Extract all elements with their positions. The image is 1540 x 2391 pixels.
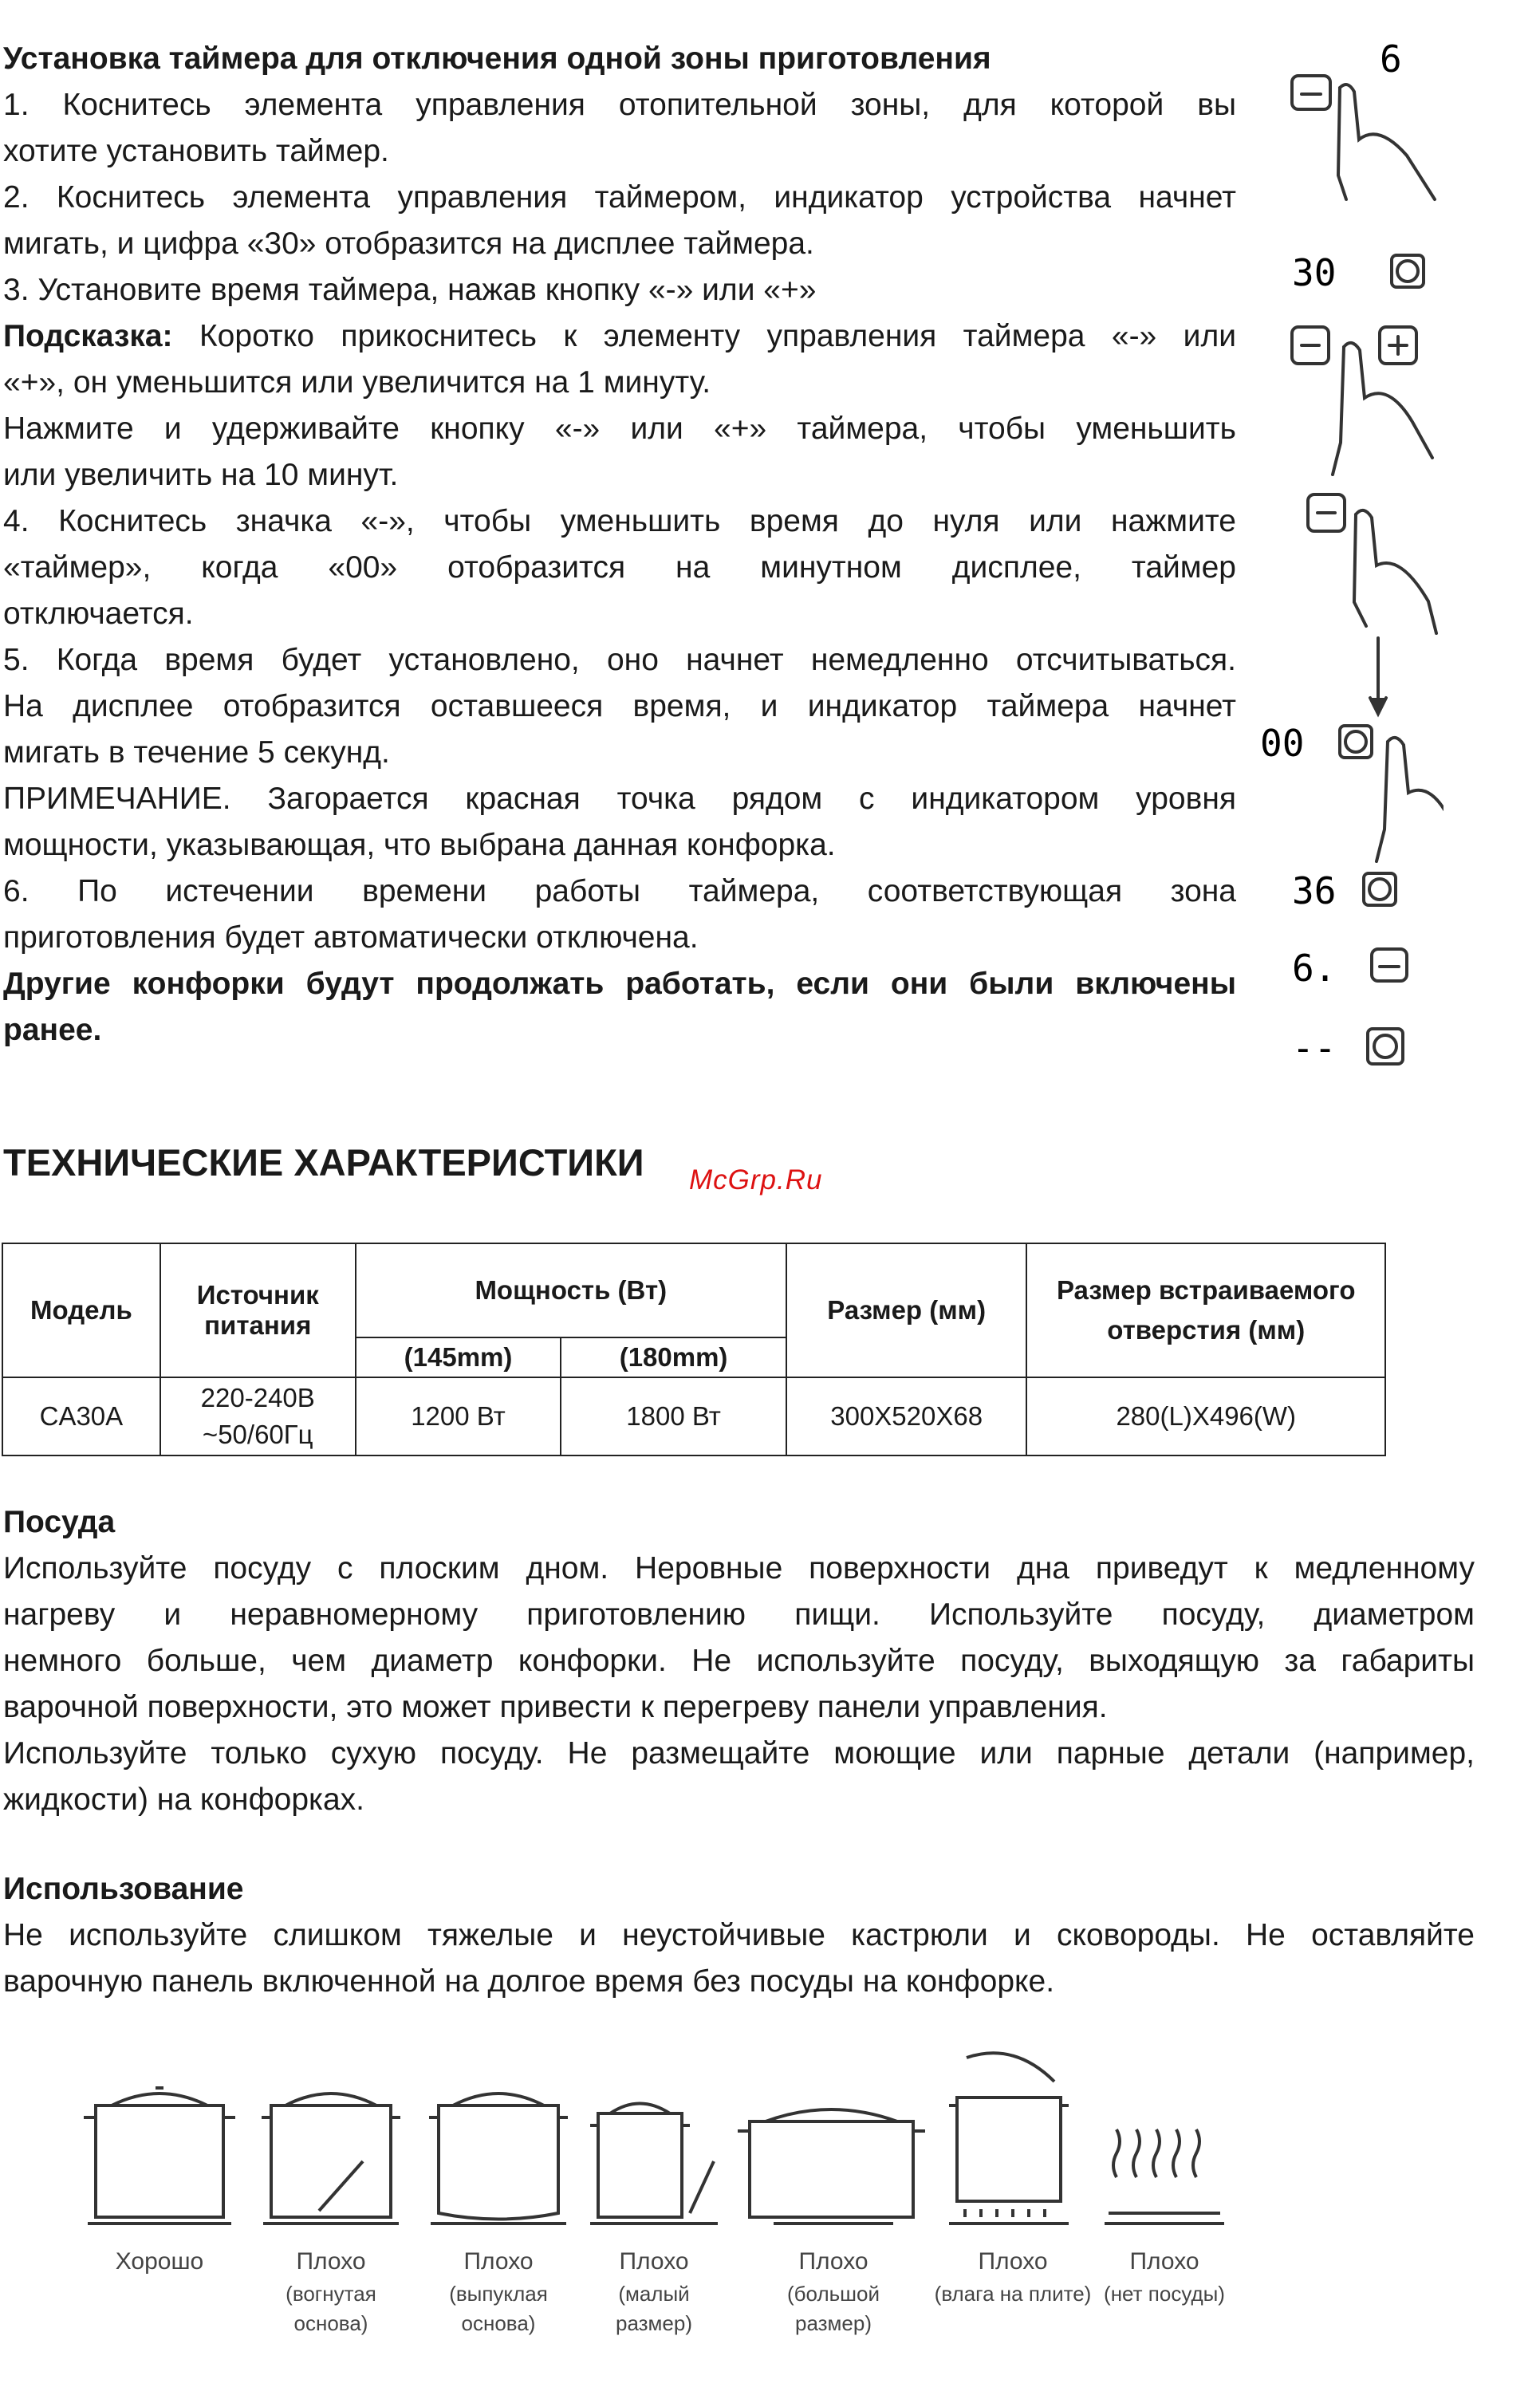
timer-line — [3, 683, 1236, 730]
col-model: Модель — [2, 1243, 160, 1377]
finger-icon-2 — [1344, 343, 1432, 458]
text-segment: 6. По истечении времени работы таймера, соответствующая зона — [3, 874, 1236, 908]
timer-line — [3, 822, 1236, 869]
timer-line — [3, 406, 1236, 452]
col-size: Размер (мм) — [786, 1243, 1027, 1377]
pot-sublabel: (влага на плите) — [934, 2282, 1092, 2306]
timer-line — [3, 128, 1236, 175]
text-segment: хотите установить таймер. — [3, 134, 389, 168]
bold-text: Другие конфорки будут продолжать работать, если они были включены — [3, 967, 1236, 1001]
finger-icon-1 — [1340, 85, 1435, 199]
cell-model: CA30A — [2, 1377, 160, 1455]
usage-line: Не используйте слишком тяжелые и неустойчивые кастрюли и сковороды. Не оставляйте — [3, 1918, 1475, 1952]
timer-steps-illustration — [1260, 32, 1444, 1093]
cookware-section — [3, 1499, 1475, 1823]
pot-label: Плохо — [463, 2248, 534, 2275]
no-pot-icon — [1105, 2129, 1224, 2224]
cell-power-145: 1200 Вт — [356, 1377, 561, 1455]
finger-icon-3 — [1356, 510, 1436, 633]
cell-source: 220-240В ~50/60Гц — [160, 1377, 356, 1455]
text-segment: ПРИМЕЧАНИЕ. Загорается красная точка рядом с индикатором уровня — [3, 782, 1236, 816]
cookware-illustration — [80, 2042, 1324, 2353]
timer-line — [3, 267, 1236, 313]
timer-line — [3, 82, 1236, 128]
text-segment: 1. Коснитесь элемента управления отопительной зоны, для которой вы — [3, 88, 1236, 122]
cell-power-180: 1800 Вт — [561, 1377, 786, 1455]
timer-line — [3, 221, 1236, 267]
text-segment: мигать, и цифра «30» отобразится на дисплее таймера. — [3, 226, 814, 261]
display-6-dot: 6. — [1292, 947, 1337, 990]
timer-line — [3, 869, 1236, 915]
pot-sublabel: (нет посуды) — [1104, 2282, 1225, 2306]
cookware-line: немного больше, чем диаметр конфорки. Не используйте посуду, выходящую за габариты — [3, 1644, 1475, 1678]
text-segment: мощности, указывающая, что выбрана данная конфорка. — [3, 828, 836, 862]
cell-hole: 280(L)X496(W) — [1026, 1377, 1385, 1455]
pot-wet-icon — [949, 2053, 1069, 2224]
cell-size: 300X520X68 — [786, 1377, 1027, 1455]
bold-text: Установка таймера для отключения одной зоны приготовления — [3, 41, 991, 76]
timer-line — [3, 175, 1236, 221]
timer-line — [3, 1007, 1236, 1054]
display-36: 36 — [1292, 869, 1337, 912]
col-hole: Размер встраиваемого отверстия (мм) — [1026, 1243, 1385, 1377]
pot-label: Хорошо — [115, 2248, 204, 2275]
usage-line: варочную панель включенной на долгое время без посуды на конфорке. — [3, 1964, 1055, 1999]
usage-heading: Использование — [3, 1872, 244, 1906]
text-segment: мигать в течение 5 секунд. — [3, 735, 390, 770]
text-segment: отключается. — [3, 597, 194, 631]
display-dashes: -- — [1292, 1026, 1337, 1069]
table-row — [2, 1377, 1385, 1455]
pot-sublabel: основа) — [293, 2311, 368, 2335]
display-00: 00 — [1260, 722, 1305, 765]
text-segment: 2. Коснитесь элемента управления таймером, индикатор устройства начнет — [3, 180, 1236, 215]
timer-line — [3, 452, 1236, 498]
pot-concave-icon — [262, 2094, 400, 2224]
usage-section — [3, 1866, 1475, 2005]
cookware-line: варочной поверхности, это может привести к перегреву панели управления. — [3, 1690, 1108, 1724]
pot-convex-icon — [429, 2094, 568, 2224]
finger-icon-4 — [1388, 738, 1444, 825]
bold-text: Подсказка: — [3, 319, 173, 353]
timer-line — [3, 730, 1236, 776]
timer-line — [3, 360, 1236, 406]
spec-table — [2, 1243, 1386, 1456]
text-segment: или увеличить на 10 минут. — [3, 458, 399, 492]
text-segment: 5. Когда время будет установлено, оно начнет немедленно отсчитываться. — [3, 643, 1236, 677]
cookware-heading: Посуда — [3, 1505, 116, 1539]
pot-label: Плохо — [619, 2248, 689, 2275]
timer-line — [3, 313, 1236, 360]
timer-line — [3, 776, 1236, 822]
pot-sublabel: размер) — [615, 2311, 693, 2335]
text-segment: приготовления будет автоматически отключена. — [3, 920, 699, 955]
text-segment: 4. Коснитесь значка «-», чтобы уменьшить время до нуля или нажмите — [3, 504, 1236, 538]
pot-good-icon — [84, 2088, 235, 2224]
display-30: 30 — [1292, 251, 1337, 294]
cookware-line: Используйте только сухую посуду. Не размещайте моющие или парные детали (например, — [3, 1736, 1475, 1771]
timer-line — [3, 36, 1236, 82]
pot-small-icon — [590, 2104, 718, 2224]
col-power-180: (180mm) — [561, 1337, 786, 1377]
pot-sublabel: (вогнутая — [286, 2282, 376, 2306]
pot-large-icon — [738, 2109, 925, 2224]
pot-sublabel: размер) — [794, 2311, 872, 2335]
text-segment: 3. Установите время таймера, нажав кнопку «-» или «+» — [3, 273, 817, 307]
pot-sublabel: основа) — [461, 2311, 536, 2335]
pot-label: Плохо — [978, 2248, 1048, 2275]
timer-instructions — [3, 36, 1236, 1054]
cookware-line: жидкости) на конфорках. — [3, 1782, 364, 1817]
timer-line — [3, 591, 1236, 637]
text-segment: Нажмите и удерживайте кнопку «-» или «+» таймера, чтобы уменьшить — [3, 412, 1236, 446]
text-segment: На дисплее отобразится оставшееся время, и индикатор таймера начнет — [3, 689, 1236, 723]
cookware-line: Используйте посуду с плоским дном. Неровные поверхности дна приведут к медленному — [3, 1551, 1475, 1585]
pot-sublabel: (выпуклая — [449, 2282, 548, 2306]
text-segment: Коротко прикоснитесь к элементу управления таймера «-» или — [172, 319, 1236, 353]
text-segment: «+», он уменьшится или увеличится на 1 минуту. — [3, 365, 711, 400]
pot-label: Плохо — [798, 2248, 868, 2275]
pot-label: Плохо — [1129, 2248, 1199, 2275]
cookware-line: нагреву и неравномерному приготовлению пищи. Используйте посуду, диаметром — [3, 1597, 1475, 1632]
timer-line — [3, 637, 1236, 683]
col-power-145: (145mm) — [356, 1337, 561, 1377]
display-6: 6 — [1380, 37, 1402, 81]
bold-text: ранее. — [3, 1013, 102, 1047]
pot-label: Плохо — [296, 2248, 366, 2275]
text-segment: «таймер», когда «00» отобразится на минутном дисплее, таймер — [3, 550, 1236, 585]
col-source: Источник питания — [160, 1243, 356, 1377]
timer-line — [3, 545, 1236, 591]
pot-sublabel: (малый — [618, 2282, 690, 2306]
pot-sublabel: (большой — [787, 2282, 880, 2306]
timer-line — [3, 498, 1236, 545]
spec-heading: ТЕХНИЧЕСКИЕ ХАРАКТЕРИСТИКИ — [3, 1141, 644, 1184]
timer-line — [3, 915, 1236, 961]
col-power: Мощность (Вт) — [356, 1243, 786, 1337]
watermark: McGrp.Ru — [689, 1164, 823, 1196]
timer-line — [3, 961, 1236, 1007]
